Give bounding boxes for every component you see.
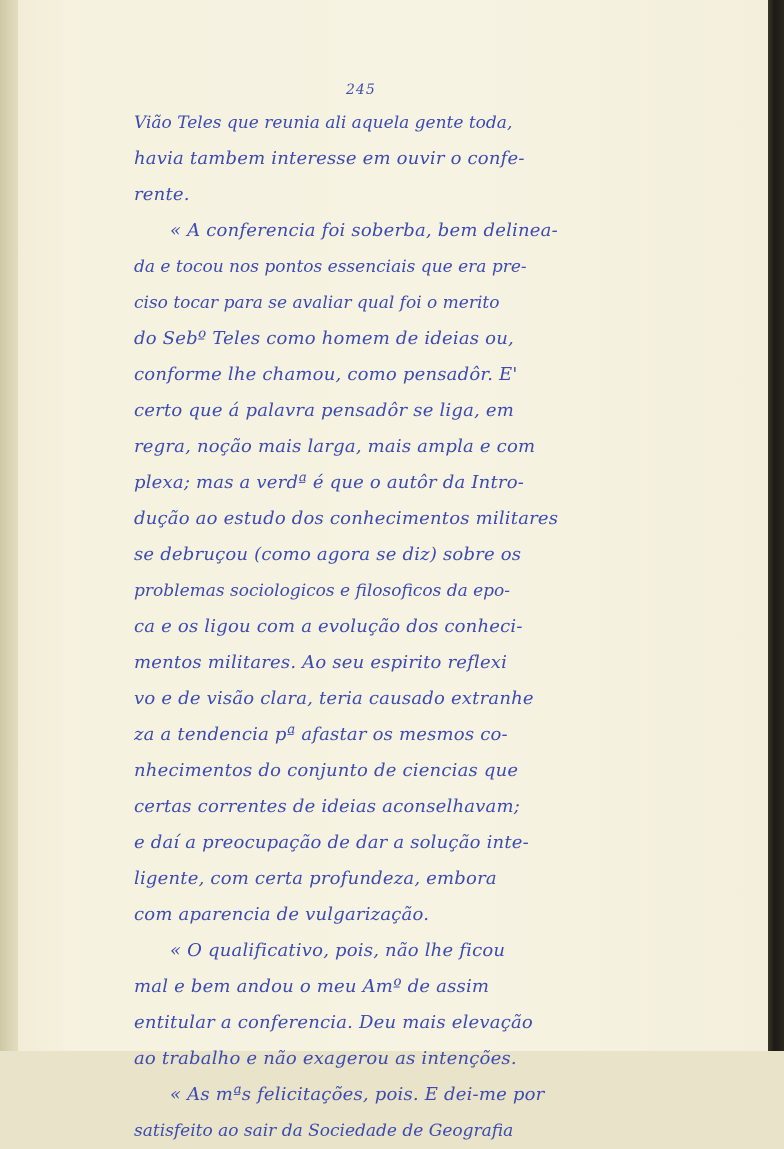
manuscript-line: certas correntes de ideias aconselhavam;: [134, 796, 520, 817]
manuscript-page: [18, 0, 770, 1141]
manuscript-line: do Sebº Teles como homem de ideias ou,: [134, 328, 514, 349]
manuscript-line: « A conferencia foi soberba, bem delinea-: [170, 220, 558, 241]
manuscript-line: se debruçou (como agora se diz) sobre os: [134, 544, 522, 565]
manuscript-line: plexa; mas a verdª é que o autôr da Intro-: [134, 472, 525, 493]
manuscript-line: nhecimentos do conjunto de ciencias que: [134, 760, 519, 781]
manuscript-line: problemas sociologicos e filosoficos da epo-: [134, 581, 511, 601]
manuscript-line: havia tambem interesse em ouvir o confe-: [134, 148, 525, 169]
manuscript-line: mentos militares. Ao seu espirito reflexi: [134, 652, 508, 673]
manuscript-line: Vião Teles que reunia ali aquela gente toda,: [134, 113, 513, 133]
page-number: 245: [346, 82, 376, 98]
manuscript-line: conforme lhe chamou, como pensadôr. E': [134, 364, 518, 385]
manuscript-line: za a tendencia pª afastar os mesmos co-: [134, 724, 508, 745]
manuscript-line: certo que á palavra pensadôr se liga, em: [134, 400, 515, 421]
manuscript-line: da e tocou nos pontos essenciais que era pre-: [134, 257, 527, 277]
handwritten-text-block: [134, 105, 604, 1149]
manuscript-line: entitular a conferencia. Deu mais elevação: [134, 1012, 533, 1033]
manuscript-line: satisfeito ao sair da Sociedade de Geografia: [134, 1121, 514, 1141]
manuscript-line: com aparencia de vulgarização.: [134, 904, 430, 925]
manuscript-line: vo e de visão clara, teria causado extranhe: [134, 688, 534, 709]
manuscript-line: ca e os ligou com a evolução dos conheci-: [134, 616, 523, 637]
manuscript-line: « O qualificativo, pois, não lhe ficou: [170, 940, 506, 961]
manuscript-line: dução ao estudo dos conhecimentos militares: [134, 508, 559, 529]
binding-edge: [768, 0, 784, 1051]
manuscript-line: e daí a preocupação de dar a solução inte-: [134, 832, 529, 853]
manuscript-line: ligente, com certa profundeza, embora: [134, 868, 497, 889]
manuscript-line: ciso tocar para se avaliar qual foi o merito: [134, 293, 500, 313]
manuscript-line: « As mªs felicitações, pois. E dei-me por: [170, 1084, 545, 1105]
manuscript-line: mal e bem andou o meu Amº de assim: [134, 976, 490, 997]
manuscript-line: rente.: [134, 184, 190, 205]
manuscript-line: ao trabalho e não exagerou as intenções.: [134, 1048, 517, 1069]
manuscript-line: regra, noção mais larga, mais ampla e com: [134, 436, 536, 457]
